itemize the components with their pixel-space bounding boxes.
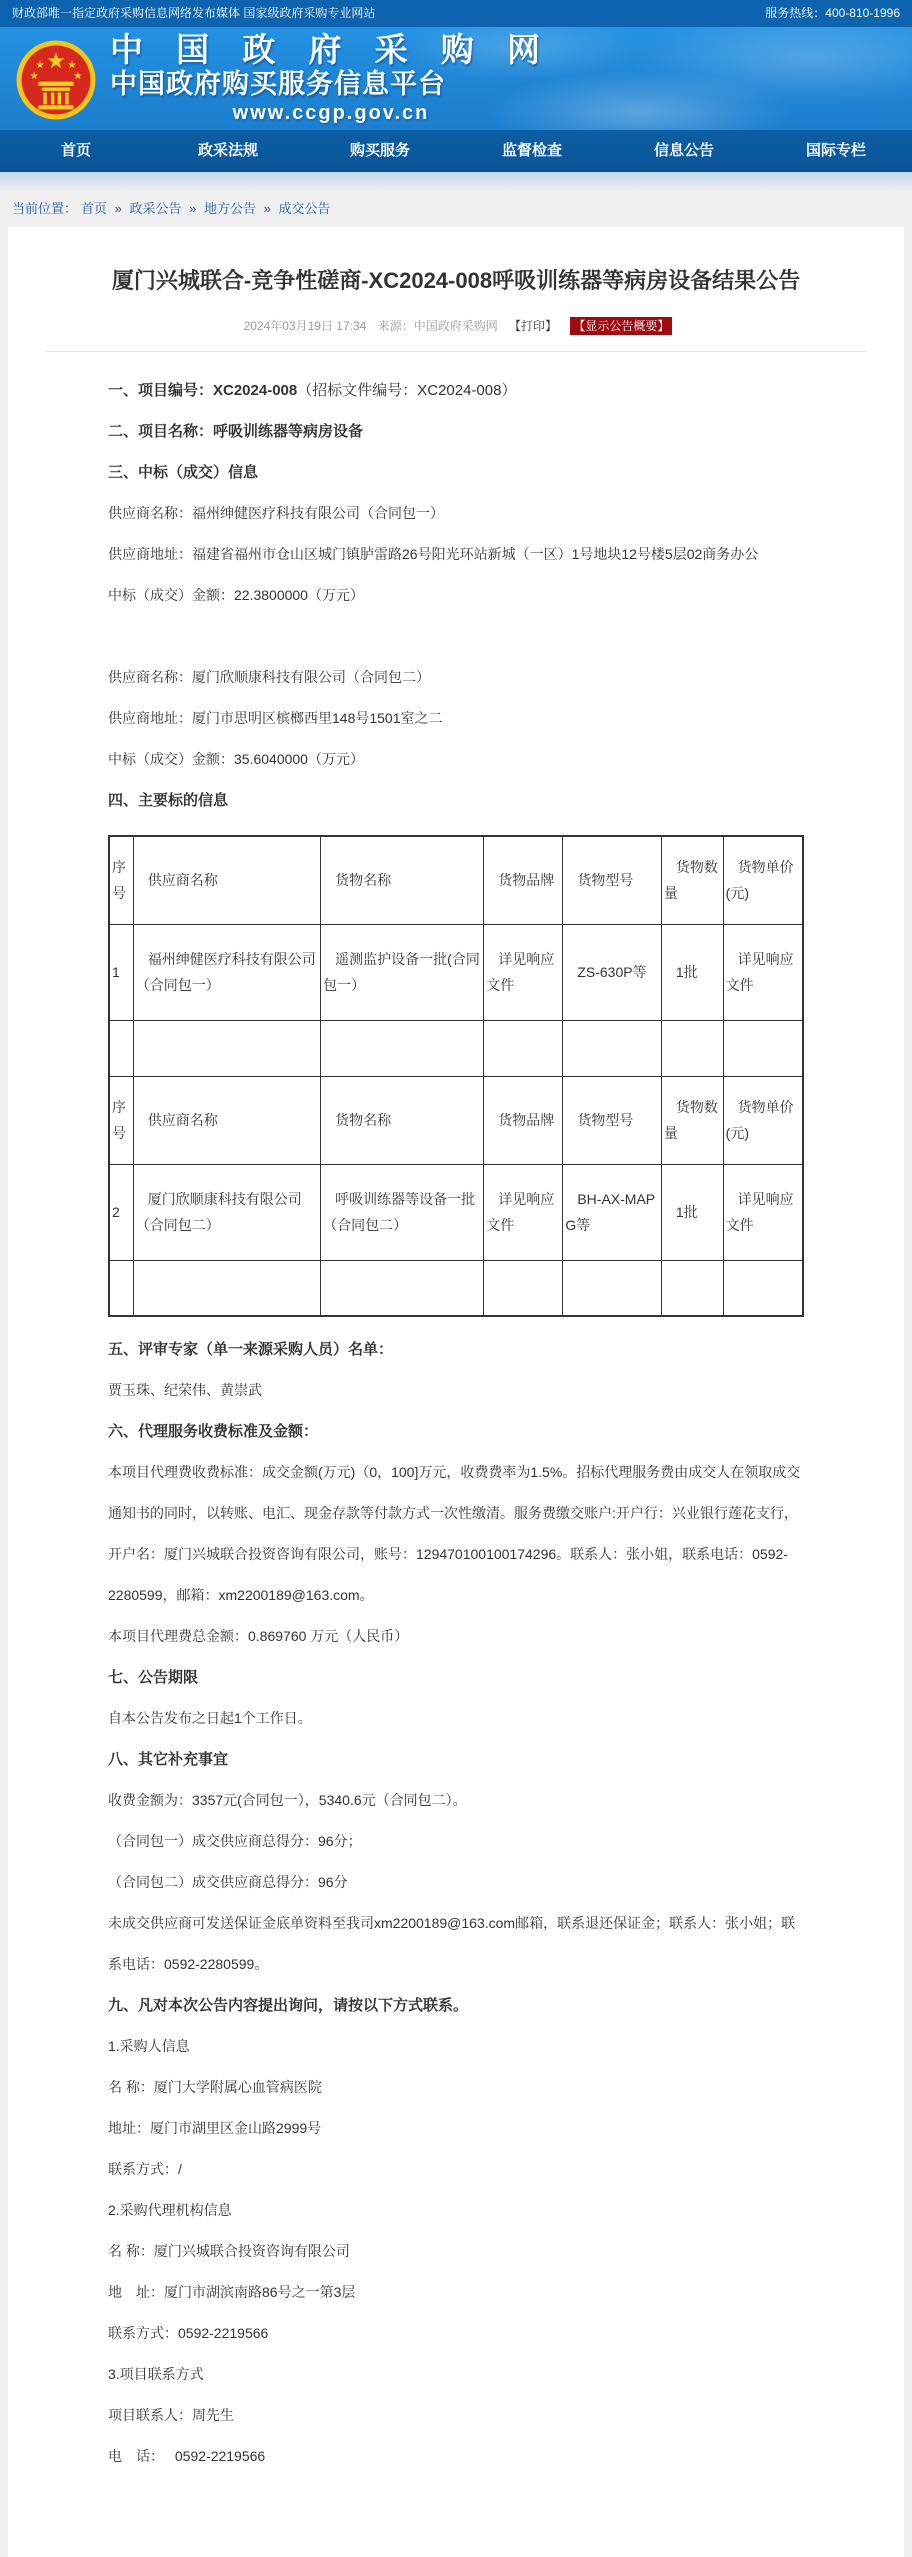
table-cell: 货物型号	[563, 1076, 662, 1164]
paragraph: 1.采购人信息	[108, 2038, 190, 2054]
table-cell: 详见响应文件	[723, 924, 803, 1020]
table-cell: 福州绅健医疗科技有限公司（合同包一）	[133, 924, 320, 1020]
paragraph: 地址：厦门市湖里区金山路2999号	[108, 2120, 322, 2136]
site-url: www.ccgp.gov.cn	[232, 101, 430, 124]
section-heading: 四、主要标的信息	[108, 792, 229, 809]
paragraph: 供应商地址：厦门市思明区槟榔西里148号1501室之二	[108, 710, 443, 726]
paragraph: 联系方式：/	[108, 2161, 182, 2177]
table-cell	[484, 1260, 563, 1316]
table-header-row	[109, 1076, 803, 1164]
paragraph: 名 称：厦门大学附属心血管病医院	[108, 2079, 322, 2095]
paragraph: （合同包一）成交供应商总得分：96分；	[108, 1833, 362, 1849]
brand-subtitle: 中国政府购买服务信息平台	[110, 68, 446, 99]
breadcrumb-separator: »	[263, 201, 271, 216]
breadcrumb-award[interactable]: 成交公告	[278, 201, 331, 216]
table-cell: 详见响应文件	[484, 924, 563, 1020]
main-nav	[0, 130, 912, 172]
paragraph: 联系方式：0592-2219566	[108, 2325, 269, 2341]
table-cell	[109, 1260, 133, 1316]
section-heading: 六、代理服务收费标准及金额：	[108, 1423, 319, 1440]
table-cell: 厦门欣顺康科技有限公司（合同包二）	[133, 1164, 320, 1260]
section-heading: 三、中标（成交）信息	[108, 464, 259, 481]
table-header-row	[109, 836, 803, 924]
service-hotline: 服务热线：400-810-1996	[765, 6, 900, 20]
heading-tail: （招标文件编号：XC2024-008）	[297, 382, 517, 399]
paragraph: 未成交供应商可发送保证金底单资料至我司xm2200189@163.com邮箱，联系退还保证金；联系人：张小姐；联系电话：0592-2280599。	[108, 1915, 796, 1972]
paragraph-spacer	[108, 616, 804, 657]
section-heading: 一、项目编号：XC2024-008（招标文件编号：XC2024-008）	[108, 382, 517, 399]
meta-divider	[46, 351, 866, 352]
table-cell	[723, 1020, 803, 1076]
nav-item-oversight[interactable]: 监督检查	[501, 142, 562, 159]
brand-block	[110, 32, 552, 126]
paragraph: 中标（成交）金额：35.6040000（万元）	[108, 751, 364, 767]
table-cell: ZS-630P等	[563, 924, 662, 1020]
table-cell: 呼吸训练器等设备一批（合同包二）	[321, 1164, 484, 1260]
paragraph: 名 称：厦门兴城联合投资咨询有限公司	[108, 2243, 350, 2259]
site-slogan: 财政部唯一指定政府采购信息网络发布媒体 国家级政府采购专业网站	[12, 6, 376, 20]
breadcrumb-prefix: 当前位置：	[12, 201, 78, 216]
site-banner	[0, 27, 912, 130]
breadcrumb-separator: »	[189, 201, 197, 216]
paragraph: （合同包二）成交供应商总得分：96分	[108, 1874, 348, 1890]
table-cell: 遥测监护设备一批(合同包一）	[321, 924, 484, 1020]
print-button[interactable]: 【打印】	[509, 319, 558, 333]
paragraph: 项目联系人：周先生	[108, 2407, 234, 2423]
table-cell	[133, 1020, 320, 1076]
table-cell: 1	[109, 924, 133, 1020]
section-heading: 九、凡对本次公告内容提出询问，请按以下方式联系。	[108, 1997, 469, 2014]
table-cell	[661, 1020, 723, 1076]
paragraph: 供应商地址：福建省福州市仓山区城门镇胪雷路26号阳光环站新城（一区）1号地块12号楼5层02商务办公	[108, 546, 759, 562]
announcement-card	[8, 227, 904, 2557]
table-cell: 供应商名称	[133, 1076, 320, 1164]
article-body	[108, 370, 804, 2477]
table-cell	[563, 1260, 662, 1316]
breadcrumb	[0, 192, 912, 227]
awarded-items-table	[108, 835, 804, 1317]
publish-datetime: 2024年03月19日 17:34	[243, 319, 367, 333]
paragraph: 2.采购代理机构信息	[108, 2202, 232, 2218]
brand-title: 中 国 政 府 采 购 网	[110, 30, 553, 68]
table-cell	[109, 1020, 133, 1076]
nav-item-services[interactable]: 购买服务	[349, 142, 410, 159]
paragraph: 3.项目联系方式	[108, 2366, 204, 2382]
paragraph: 电 话： 0592-2219566	[108, 2448, 266, 2464]
show-summary-badge[interactable]: 【显示公告概要】	[570, 317, 672, 335]
breadcrumb-notices[interactable]: 政采公告	[129, 201, 182, 216]
table-cell: 货物数量	[661, 1076, 723, 1164]
table-cell: 详见响应文件	[723, 1164, 803, 1260]
paragraph: 贾玉珠、纪荣伟、黄崇武	[108, 1382, 262, 1398]
table-empty-row	[109, 1260, 803, 1316]
nav-item-laws[interactable]: 政采法规	[197, 142, 258, 159]
table-cell: 2	[109, 1164, 133, 1260]
table-cell: BH-AX-MAPG等	[563, 1164, 662, 1260]
table-cell	[321, 1020, 484, 1076]
table-cell: 货物品牌	[484, 1076, 563, 1164]
article-source: 来源：中国政府采购网	[377, 319, 498, 333]
table-cell	[723, 1260, 803, 1316]
article-meta	[108, 317, 804, 335]
paragraph: 供应商名称：福州绅健医疗科技有限公司（合同包一）	[108, 505, 444, 521]
table-cell: 货物型号	[563, 836, 662, 924]
nav-fade-strip	[0, 172, 912, 192]
nav-item-intl[interactable]: 国际专栏	[805, 142, 866, 159]
section-heading: 二、项目名称：呼吸训练器等病房设备	[108, 423, 364, 440]
section-heading: 八、其它补充事宜	[108, 1751, 229, 1768]
table-cell: 序号	[109, 1076, 133, 1164]
paragraph: 地 址：厦门市湖滨南路86号之一第3层	[108, 2284, 356, 2300]
table-cell: 序号	[109, 836, 133, 924]
table-cell: 1批	[661, 924, 723, 1020]
section-heading: 五、评审专家（单一来源采购人员）名单：	[108, 1341, 394, 1358]
paragraph: 收费金额为：3357元(合同包一），5340.6元（合同包二）。	[108, 1792, 467, 1808]
paragraph: 本项目代理费收费标准：成交金额(万元)（0，100]万元，收费费率为1.5%。招标代理服务费由成交人在领取成交通知书的同时，以转账、电汇、现金存款等付款方式一次性缴清。服务费缴交账户:开户行：兴业银行莲花支行，开户名：厦门兴城联合投资咨询有限公司，账号：129470100100174296。联系人：张小姐，联系电话：0592-2280599，邮箱：xm2200189@163.com。	[108, 1464, 801, 1603]
table-cell: 货物单价(元)	[723, 836, 803, 924]
table-cell: 货物数量	[661, 836, 723, 924]
table-cell	[563, 1020, 662, 1076]
table-cell	[484, 1020, 563, 1076]
table-row	[109, 1164, 803, 1260]
breadcrumb-home[interactable]: 首页	[81, 201, 108, 216]
breadcrumb-separator: »	[114, 201, 122, 216]
table-cell: 货物名称	[321, 1076, 484, 1164]
table-cell: 货物品牌	[484, 836, 563, 924]
table-cell: 1批	[661, 1164, 723, 1260]
nav-item-home[interactable]: 首页	[60, 142, 91, 159]
table-cell: 供应商名称	[133, 836, 320, 924]
table-cell: 货物单价(元)	[723, 1076, 803, 1164]
table-row	[109, 924, 803, 1020]
table-cell	[321, 1260, 484, 1316]
paragraph: 本项目代理费总金额：0.869760 万元（人民币）	[108, 1628, 409, 1644]
paragraph: 自本公告发布之日起1个工作日。	[108, 1710, 312, 1726]
table-cell: 详见响应文件	[484, 1164, 563, 1260]
page-title: 厦门兴城联合-竞争性磋商-XC2024-008呼吸训练器等病房设备结果公告	[111, 268, 801, 293]
table-cell	[661, 1260, 723, 1316]
table-cell: 货物名称	[321, 836, 484, 924]
national-emblem-icon	[14, 34, 98, 126]
top-strip	[0, 0, 912, 27]
nav-item-notices[interactable]: 信息公告	[653, 142, 714, 159]
breadcrumb-local[interactable]: 地方公告	[204, 201, 257, 216]
table-cell	[133, 1260, 320, 1316]
paragraph: 中标（成交）金额：22.3800000（万元）	[108, 587, 364, 603]
section-heading: 七、公告期限	[108, 1669, 199, 1686]
table-empty-row	[109, 1020, 803, 1076]
paragraph: 供应商名称：厦门欣顺康科技有限公司（合同包二）	[108, 669, 430, 685]
